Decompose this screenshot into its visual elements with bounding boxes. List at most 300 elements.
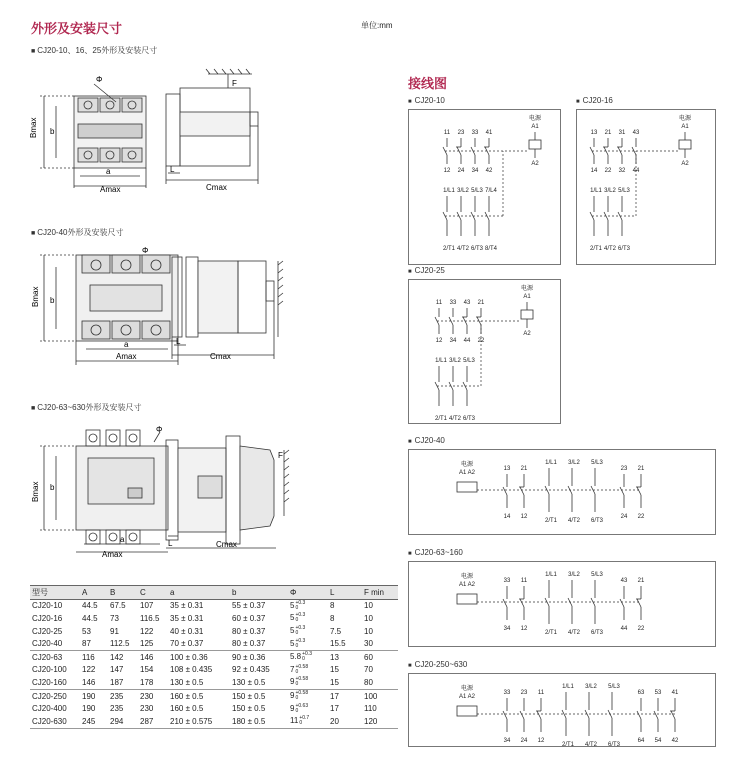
coil-rect — [521, 310, 533, 319]
table-row — [30, 702, 398, 715]
phi-value: 5 — [290, 626, 295, 636]
aux-bottom-label: 54 — [654, 738, 662, 744]
cell-A: 146 — [82, 677, 96, 687]
cell-model: CJ20-10 — [32, 601, 63, 611]
wiring-box-cj20-25 — [408, 279, 561, 424]
a1-label: A1 — [523, 294, 531, 300]
phi-tol-upper: +0.3 — [295, 637, 306, 644]
cell-b: 90 ± 0.36 — [230, 650, 288, 663]
wiring-label-cj20-16: ■ CJ20-16 — [576, 96, 613, 105]
phi-tolerance — [302, 652, 312, 662]
wiring-box-cj20-63-160 — [408, 561, 716, 647]
col-A: A — [82, 587, 88, 597]
table-row — [30, 599, 398, 612]
fig1-drawing — [30, 68, 290, 193]
cell-F: 10 — [364, 601, 373, 611]
a2-label: A2 — [681, 161, 689, 167]
no-contact — [654, 698, 658, 732]
phi-tol-lower: 0 — [295, 642, 299, 649]
cell-phi — [288, 650, 328, 663]
aux-bottom-label: 44 — [463, 338, 471, 344]
coil — [529, 132, 541, 158]
cell-F: 110 — [364, 704, 377, 714]
phi-tolerance — [299, 716, 309, 726]
aux-bottom-label: 34 — [503, 738, 511, 744]
col-B: B — [110, 587, 116, 597]
a1-label: A1 — [531, 124, 539, 130]
cell-L: 8 — [330, 613, 335, 623]
phi-tol-lower: 0 — [295, 707, 299, 714]
aux-top-label: 23 — [457, 130, 465, 136]
phi-value: 9 — [290, 703, 295, 713]
aux-bottom-label: 12 — [435, 338, 443, 344]
wiring-box-cj20-250-630 — [408, 673, 716, 747]
cell-B: 73 — [110, 613, 119, 623]
cell-B: 67.5 — [110, 601, 126, 611]
cell-a: 100 ± 0.36 — [168, 650, 230, 663]
aux-bottom-label: 24 — [520, 738, 528, 744]
aux-bottom-label: 34 — [471, 168, 479, 174]
a2-label: A2 — [531, 161, 539, 167]
aux-top-label: 21 — [637, 466, 645, 472]
wiring-box-cj20-40 — [408, 449, 716, 535]
fig1-cmax: Cmax — [206, 183, 227, 192]
col-phi: Φ — [290, 587, 297, 597]
main-top-label: 5/L3 — [608, 684, 620, 690]
phi-value: 5 — [290, 613, 295, 623]
fig3-a: a — [120, 535, 125, 544]
cell-B: 147 — [110, 665, 124, 675]
cell-C: 178 — [140, 677, 154, 687]
table-row — [30, 650, 398, 663]
phi-tol-upper: +0.7 — [299, 715, 310, 722]
cell-B: 187 — [110, 677, 124, 687]
cell-A: 44.5 — [82, 601, 98, 611]
dimension-table — [30, 585, 398, 729]
wiring-box-cj20-10 — [408, 109, 561, 265]
fig3-bmax: Bmax — [31, 481, 40, 502]
cell-A: 190 — [80, 689, 108, 702]
main-bottom-label: 2/T1 — [442, 246, 456, 252]
contact-blade — [620, 487, 624, 495]
cell-b: 80 ± 0.37 — [232, 626, 266, 636]
contact-blade — [620, 599, 624, 607]
cell-phi — [288, 612, 328, 625]
main-top-label: 1/L1 — [562, 684, 574, 690]
wiring-label-cj20-10: ■ CJ20-10 — [408, 96, 445, 105]
cell-a: 70 ± 0.37 — [170, 639, 204, 649]
cell-b: 130 ± 0.5 — [232, 677, 266, 687]
fig1-l: L — [170, 165, 175, 174]
phi-value: 11 — [290, 716, 299, 726]
aux-top-label: 43 — [620, 578, 628, 584]
main-bottom-label: 6/T3 — [590, 630, 604, 636]
cell-b: 55 ± 0.37 — [232, 601, 266, 611]
a1-label: A1 — [681, 124, 689, 130]
cell-model: CJ20-630 — [30, 715, 80, 728]
aux-top-label: 41 — [671, 690, 679, 696]
contact-blade — [537, 711, 541, 719]
main-top-label: 1/L1 — [435, 358, 447, 364]
phi-value: 9 — [290, 691, 295, 701]
power-label: 电源 — [460, 574, 474, 580]
phi-tol-upper: +0.3 — [295, 625, 306, 632]
main-bottom-label: 6/T3 — [470, 246, 484, 252]
main-bottom-label: 2/T1 — [544, 630, 558, 636]
col-a: a — [170, 587, 175, 597]
main-bottom-label: 2/T1 — [434, 416, 448, 422]
aux-bottom-label: 34 — [503, 626, 511, 632]
cell-A: 44.5 — [82, 613, 98, 623]
cell-L: 17 — [328, 689, 362, 702]
cell-model: CJ20-40 — [32, 639, 63, 649]
main-top-label: 3/L2 — [585, 684, 597, 690]
cell-a: 210 ± 0.575 — [168, 715, 230, 728]
aux-top-label: 21 — [477, 300, 485, 306]
contact-blade — [637, 487, 641, 495]
aux-bottom-label: 12 — [443, 168, 451, 174]
no-contact — [519, 586, 524, 620]
cell-a: 130 ± 0.5 — [170, 677, 204, 687]
cell-C: 230 — [138, 689, 168, 702]
table-header-row — [30, 586, 398, 600]
cell-A: 53 — [82, 626, 91, 636]
col-F: F min — [364, 587, 384, 597]
cell-C: 116.5 — [140, 613, 160, 623]
fig3-l: L — [168, 539, 173, 548]
cell-b: 150 ± 0.5 — [230, 689, 288, 702]
fig3-amax: Amax — [102, 550, 123, 559]
aux-bottom-label: 24 — [620, 514, 628, 520]
cell-F: 10 — [364, 613, 373, 623]
aux-top-label: 21 — [604, 130, 612, 136]
cell-F: 60 — [362, 650, 398, 663]
no-contact — [503, 474, 507, 508]
main-top-label: 3/L2 — [457, 188, 469, 194]
fig2-l: L — [176, 337, 181, 346]
cell-L: 13 — [328, 650, 362, 663]
no-contact — [519, 474, 524, 508]
aux-bottom-label: 12 — [520, 626, 528, 632]
coil-rect — [529, 140, 541, 149]
cell-a: 40 ± 0.31 — [170, 626, 204, 636]
section-title: 外形及安装尺寸 — [31, 21, 123, 36]
unit-label: 单位:mm — [361, 21, 393, 30]
aux-bottom-label: 12 — [537, 738, 545, 744]
cell-B: 91 — [110, 626, 119, 636]
aux-top-label: 13 — [590, 130, 598, 136]
contact-blade — [637, 599, 641, 607]
aux-bottom-label: 12 — [520, 514, 528, 520]
coil-rect — [457, 706, 477, 716]
cell-b: 92 ± 0.435 — [232, 665, 270, 675]
cell-B: 235 — [110, 704, 124, 714]
cell-a: 35 ± 0.31 — [170, 613, 204, 623]
cell-a: 108 ± 0.435 — [170, 665, 213, 675]
main-top-label: 3/L2 — [449, 358, 461, 364]
phi-tol-lower: 0 — [299, 720, 303, 727]
fig2-b: b — [50, 296, 55, 305]
phi-tol-upper: +0.63 — [295, 702, 309, 709]
main-bottom-label: 4/T2 — [603, 246, 617, 252]
coil — [679, 132, 691, 158]
cell-phi — [288, 625, 328, 638]
aux-bottom-label: 42 — [485, 168, 493, 174]
main-bottom-label: 6/T3 — [617, 246, 631, 252]
cell-L: 15 — [330, 665, 339, 675]
contact-blade — [520, 599, 524, 607]
cell-B: 142 — [108, 650, 138, 663]
fig1-b: b — [50, 127, 55, 136]
aux-top-label: 41 — [485, 130, 493, 136]
main-top-label: 1/L1 — [545, 572, 557, 578]
fig2-a: a — [124, 340, 129, 349]
phi-tol-lower: 0 — [295, 604, 299, 611]
aux-top-label: 23 — [620, 466, 628, 472]
phi-tol-upper: +0.3 — [302, 651, 312, 658]
fig2-amax: Amax — [116, 352, 137, 361]
cell-phi — [288, 689, 328, 702]
no-contact — [637, 698, 641, 732]
power-label: 电源 — [678, 116, 692, 122]
aux-top-label: 63 — [637, 690, 645, 696]
no-contact — [503, 586, 507, 620]
main-top-label: 5/L3 — [591, 460, 603, 466]
cell-A: 245 — [80, 715, 108, 728]
phi-value: 5.8 — [290, 652, 302, 662]
cell-F: 120 — [362, 715, 398, 728]
main-bottom-label: 6/T3 — [462, 416, 476, 422]
power-label: 电源 — [520, 286, 534, 292]
phi-tolerance — [295, 626, 305, 636]
fig2-bmax: Bmax — [31, 286, 40, 307]
main-top-label: 3/L2 — [568, 572, 580, 578]
wiring-label-cj20-63-160: ■ CJ20-63~160 — [408, 548, 463, 557]
power-label: 电源 — [460, 462, 474, 468]
aux-top-label: 53 — [654, 690, 662, 696]
phi-tolerance — [295, 613, 305, 623]
phi-tol-lower: 0 — [295, 668, 299, 675]
contact-blade — [503, 599, 507, 607]
cell-A: 122 — [82, 665, 96, 675]
phi-value: 7 — [290, 664, 295, 674]
cell-C: 230 — [140, 704, 154, 714]
aux-top-label: 33 — [471, 130, 479, 136]
cell-b: 60 ± 0.37 — [232, 613, 266, 623]
aux-top-label: 33 — [503, 690, 511, 696]
fig2-cmax: Cmax — [210, 352, 231, 361]
fig3-f: F — [278, 451, 283, 460]
wiring-box-cj20-16 — [576, 109, 716, 265]
no-contact — [536, 698, 541, 732]
phi-tolerance — [295, 665, 308, 675]
cell-b: 180 ± 0.5 — [230, 715, 288, 728]
wiring-label-cj20-25: ■ CJ20-25 — [408, 266, 445, 275]
cell-L: 17 — [330, 704, 339, 714]
a1a2-label: A1 A2 — [458, 694, 476, 700]
aux-bottom-label: 24 — [457, 168, 465, 174]
a2-label: A2 — [523, 331, 531, 337]
cell-C: 146 — [138, 650, 168, 663]
phi-value: 9 — [290, 677, 295, 687]
cell-L: 8 — [330, 601, 335, 611]
aux-top-label: 21 — [520, 466, 528, 472]
fig2-caption: ■ CJ20-40外形及安装尺寸 — [31, 227, 123, 238]
cell-C: 125 — [140, 639, 154, 649]
coil-rect — [679, 140, 691, 149]
wiring-title: 接线图 — [408, 76, 448, 91]
aux-top-label: 31 — [618, 130, 626, 136]
coil-rect — [457, 482, 477, 492]
fig3-drawing — [30, 420, 300, 558]
aux-top-label: 33 — [503, 578, 511, 584]
aux-bottom-label: 64 — [637, 738, 645, 744]
cell-L: 7.5 — [330, 626, 342, 636]
main-bottom-label: 4/T2 — [567, 630, 581, 636]
no-contact — [636, 586, 641, 620]
main-bottom-label: 8/T4 — [484, 246, 498, 252]
cell-phi — [288, 664, 328, 677]
cell-B: 235 — [108, 689, 138, 702]
cell-phi — [288, 702, 328, 715]
phi-tolerance — [295, 704, 308, 714]
contact-blade — [520, 487, 524, 495]
main-top-label: 7/L4 — [485, 188, 497, 194]
power-label: 电源 — [460, 686, 474, 692]
cell-A: 190 — [82, 704, 96, 714]
aux-top-label: 21 — [637, 578, 645, 584]
col-model: 型号 — [32, 587, 48, 597]
cell-F: 10 — [364, 626, 373, 636]
main-top-label: 5/L3 — [591, 572, 603, 578]
phi-tol-upper: +0.3 — [295, 599, 306, 606]
contact-blade — [654, 711, 658, 719]
main-bottom-label: 2/T1 — [589, 246, 603, 252]
aux-bottom-label: 22 — [637, 514, 645, 520]
phi-tolerance — [295, 691, 308, 701]
table-row — [30, 689, 398, 702]
contact-blade — [503, 487, 507, 495]
phi-tol-upper: +0.3 — [295, 612, 306, 619]
aux-bottom-label: 44 — [620, 626, 628, 632]
cell-B: 112.5 — [110, 639, 130, 649]
cell-C: 154 — [140, 665, 154, 675]
fig2-phi: Φ — [142, 246, 149, 255]
cell-F: 80 — [364, 677, 373, 687]
aux-bottom-label: 14 — [590, 168, 598, 174]
aux-top-label: 11 — [435, 300, 443, 306]
aux-bottom-label: 44 — [632, 168, 640, 174]
fig3-cmax: Cmax — [216, 540, 237, 549]
cell-phi — [288, 599, 328, 612]
cell-model: CJ20-25 — [32, 626, 63, 636]
cell-a: 35 ± 0.31 — [170, 601, 204, 611]
main-top-label: 5/L3 — [471, 188, 483, 194]
table-row — [30, 625, 398, 638]
main-bottom-label: 4/T2 — [567, 518, 581, 524]
aux-top-label: 23 — [520, 690, 528, 696]
cell-L: 20 — [328, 715, 362, 728]
aux-top-label: 11 — [520, 578, 528, 584]
cell-b: 80 ± 0.37 — [232, 639, 266, 649]
col-C: C — [140, 587, 146, 597]
no-contact — [670, 698, 675, 732]
cell-model: CJ20-250 — [30, 689, 80, 702]
cell-B: 294 — [108, 715, 138, 728]
fig1-amax: Amax — [100, 185, 121, 194]
cell-L: 15 — [330, 677, 339, 687]
table-row — [30, 637, 398, 650]
phi-tolerance — [295, 677, 308, 687]
cell-F: 100 — [362, 689, 398, 702]
cell-a: 160 ± 0.5 — [168, 689, 230, 702]
aux-bottom-label: 22 — [637, 626, 645, 632]
main-top-label: 1/L1 — [545, 460, 557, 466]
aux-top-label: 13 — [503, 466, 511, 472]
cell-C: 122 — [140, 626, 154, 636]
main-bottom-label: 2/T1 — [544, 518, 558, 524]
phi-tol-lower: 0 — [295, 630, 299, 637]
cell-model: CJ20-16 — [32, 613, 63, 623]
main-bottom-label: 4/T2 — [448, 416, 462, 422]
power-label: 电源 — [528, 116, 542, 122]
fig1-caption: ■ CJ20-10、16、25外形及安装尺寸 — [31, 45, 157, 56]
phi-tol-upper: +0.58 — [295, 663, 309, 670]
no-contact — [520, 698, 524, 732]
aux-bottom-label: 32 — [618, 168, 626, 174]
fig3-b: b — [50, 483, 55, 492]
aux-bottom-label: 22 — [477, 338, 485, 344]
coil — [521, 302, 533, 328]
main-top-label: 1/L1 — [590, 188, 602, 194]
contact-blade — [671, 711, 675, 719]
aux-top-label: 11 — [443, 130, 451, 136]
aux-bottom-label: 34 — [449, 338, 457, 344]
cell-model: CJ20-100 — [32, 665, 67, 675]
fig1-f: F — [232, 79, 237, 88]
fig1-phi: Φ — [96, 75, 103, 84]
cell-model: CJ20-400 — [32, 704, 67, 714]
phi-tolerance — [295, 639, 305, 649]
contact-blade — [637, 711, 641, 719]
phi-value: 5 — [290, 601, 295, 610]
aux-top-label: 43 — [463, 300, 471, 306]
main-bottom-label: 6/T3 — [607, 742, 621, 748]
fig1-bmax: Bmax — [29, 117, 38, 138]
cell-C: 287 — [138, 715, 168, 728]
table-row — [30, 664, 398, 677]
no-contact — [503, 698, 507, 732]
cell-b: 150 ± 0.5 — [232, 704, 266, 714]
main-top-label: 1/L1 — [443, 188, 455, 194]
fig2-drawing — [30, 245, 290, 367]
aux-top-label: 33 — [449, 300, 457, 306]
no-contact — [620, 474, 624, 508]
phi-value: 5 — [290, 638, 295, 648]
cell-phi — [288, 676, 328, 689]
main-top-label: 5/L3 — [618, 188, 630, 194]
cell-phi — [288, 715, 328, 728]
aux-top-label: 11 — [537, 690, 545, 696]
phi-tol-lower: 0 — [302, 656, 305, 663]
main-top-label: 5/L3 — [463, 358, 475, 364]
fig3-caption: ■ CJ20-63~630外形及安装尺寸 — [31, 402, 142, 413]
phi-tol-upper: +0.58 — [295, 676, 309, 683]
no-contact — [620, 586, 624, 620]
fig3-phi: Φ — [156, 425, 163, 434]
phi-tol-lower: 0 — [295, 617, 299, 624]
aux-bottom-label: 22 — [604, 168, 612, 174]
